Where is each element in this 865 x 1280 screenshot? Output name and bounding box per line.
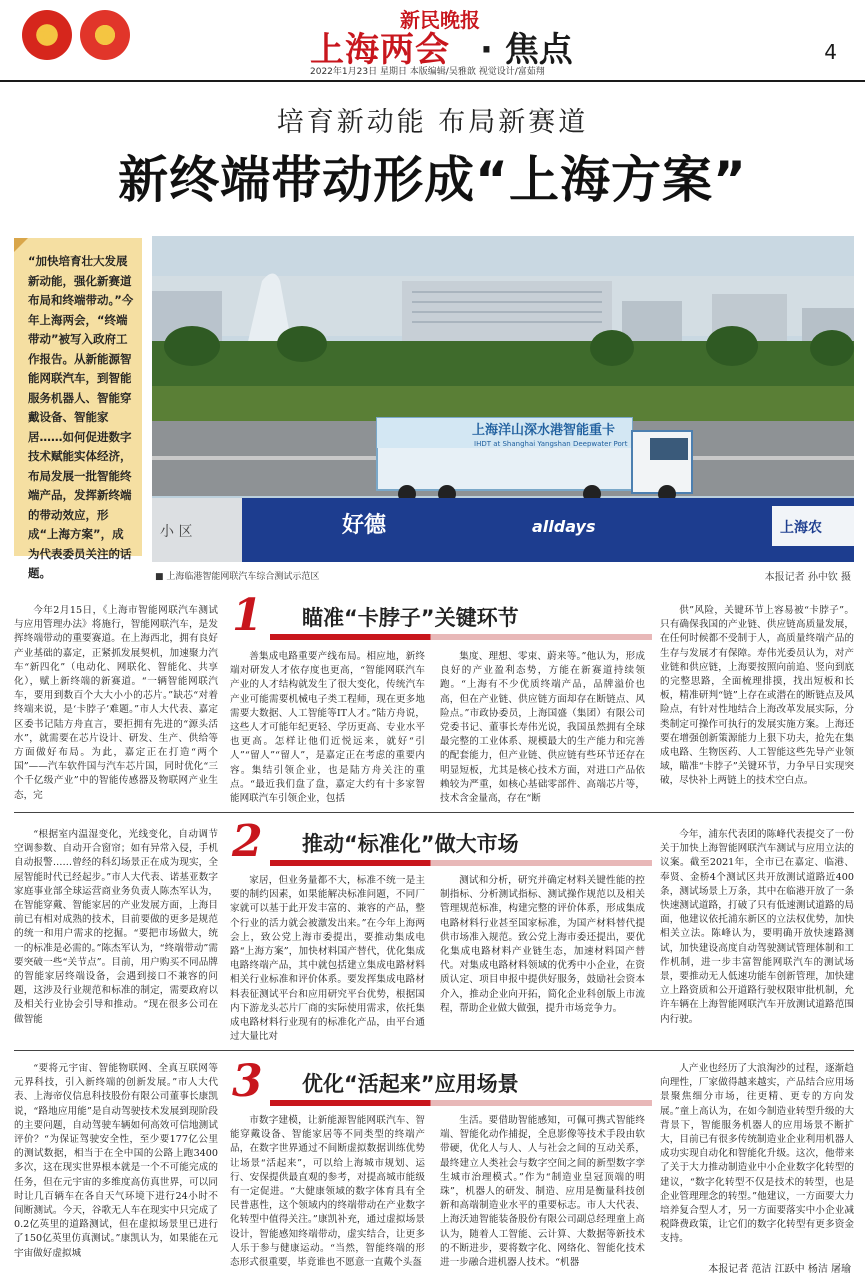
article-column: 生活。要借助智能感知，可佩可携式智能终端、智能化动作捕捉，全息影像等技术手段由软带硬，优化人与人、人与社会之间的互动关系，最终建立人类社会与数字空间之间的新型数字孪生城市治理模式。”作为“制造业皇冠顶端的明珠”，机器人的研发、制造、应用是衡量科技创新和高端制造业水平的重要标志。市人大代表、上海沃迪智能装备股份有限公司副总经理童上高认为，随着人工智能、云计算、大数据等新技术的不断进步，要将数字化、网络化、智能化技术进一步融合进机器人技术。“机器 (440, 1115, 645, 1269)
byline: 本报记者 范洁 江跃中 杨洁 屠瑜 (708, 1264, 851, 1275)
section-title: 上海两会 (310, 30, 450, 70)
section-number: 2 (232, 816, 263, 867)
national-emblem-icon: ★ (22, 10, 72, 60)
page-header (0, 0, 865, 82)
truck-text-cn: 上海洋山深水港智能重卡 (472, 423, 616, 438)
article-column: “要将元宇宙、智能物联网、全真互联网等元界科技，引入新终端的创新发展。”市人大代表、上海帝仪信息科技股份有限公司董事长康凯说，“路地应用能”是自动驾驶技术发展到现阶段的主要问题，自动驾驶车辆如何高效可信地测试评价？“为保证驾驶安全性，至少要177亿公里的测试数据，相当于在全中国的公路上跑3400多次，这在现实世界根本就是一个不可能完成的任务，但在元宇宙的多维度高仿真世界，可以同时让几百辆车在各自天气环境下进行24小时不间断测试。今天，谷歌无人车在现实中只完成了0.2亿英里的道路测试，但在虚拟场景里已进行了150亿英里仿真测试。”康凯认为，如果能在元宇宙做好虚拟城 (14, 1063, 218, 1259)
section-number: 1 (232, 590, 263, 641)
sign-left: 小 区 (160, 524, 193, 540)
kicker: 培育新动能 布局新赛道 (276, 107, 589, 138)
article-column: 今年2月15日，《上海市智能网联汽车测试与应用管理办法》将施行，智能网联汽车，是发挥终端带动的重要赛道。在上海西北，拥有良好产业基础的嘉定，正紧抓发展契机，加速聚力汽车“新四化”（电动化、网联化、智能化、共享化），赋上新终端的新赛道。“一辆智能网联汽车，要用到数百个大大小小的芯片。”缺芯“对着终端来说，是‘卡脖子’难题。”市人大代表、嘉定区委书记陆方舟直言，要拒拥有先进的“源头活水”，就需要在芯片设计、研发、生产、供给等方面做好布局。为此，嘉定正在打造“两个国”——汽车软件国与汽车芯片国，同时优化“三个千亿级产业”中的智能传感器及物联网产业生态，完 (14, 605, 218, 801)
photo-credit: 本报记者 孙中钦 摄 (764, 572, 851, 583)
section-title: 优化“活起来”应用场景 (302, 1072, 519, 1096)
header-rule (0, 80, 865, 82)
cppcc-emblem-icon: ✦ (80, 10, 130, 60)
article-column: 集度、理想、零束、蔚来等。”他认为，形成良好的产业盈利态势，方能在新赛道持续领跑。“上海有不少优质终端产品，品牌溢价也高，但在产业链、供应链方面却存在断链点、风险点。”市政协委员，上海国盛（集团）有限公司党委书记、董事长寿伟光说，我国虽然拥有全球最完整的工业体系、规模最大的生产能力和完善的配套能力，但产业链、供应链有些环节还存在明显短板，尤其是核心技术方面，对进口产品依赖较为严重，如核心基础零部件、高端芯片等，技术含金量高，存在“断 (440, 651, 645, 805)
article-column: 市数字建模，让新能源智能网联汽车、智能穿戴设备、智能家居等不同类型的终端产品，在数字世界通过不间断虚拟数据训练优势让场景“活起来”，可以给上海城市规划、运行、安保提供最直观的参考，对提高城市能级有一定促进。“大健康领域的数字体育具有全民普惠性，这个领域内的终端带动在产业数字化转型中值得关注。”康凯补充，通过虚拟场景设计，智能感知终端带动，虚实结合，让更多人乐于参与健康运动。“当然，智能终端的形态形式很重要，毕竟谁也不愿意一直戴个头盔 (230, 1115, 425, 1269)
section-1-header (230, 590, 652, 644)
masthead: 新民晚报 (400, 8, 480, 32)
article-column: “根据室内温湿变化，光线变化，自动调节空调参数、自动开合窗帘；如有异常入侵，手机自动报警……曾经的科幻场景正在成为现实，全屋智能时代已经起步。”市人大代表、诺基亚数字家庭事业部全球运营商业务负责人陈杰军认为，在智能穿戴、智能家居的产业发展方面，上海目前已有相对成熟的技术，目前要做的更多是规范的统一和用户需求的挖掘。“要把市场做大，统一的标准是必需的。”陈杰军认为，“终端带动”需要突破一些“关节点”。目前，用户购买不同品牌的智能家居终端设备，会遇到接口不兼容的问题，这涉及行业规范和标准的制定，需要政府以及相关行业协会引导和推动。“现在很多公司在做智能 (14, 829, 218, 1025)
dateline: 2022年1月23日 星期日 本版编辑/吴雅歆 视觉设计/富茹翔 (310, 67, 545, 77)
section-bar (270, 860, 652, 866)
page-number: 4 (824, 40, 837, 64)
truck-text-en: IHDT at Shanghai Yangshan Deepwater Port (474, 440, 628, 448)
news-photo (152, 236, 854, 562)
article-column: 人产业也经历了大浪淘沙的过程，逐渐趋向理性，厂家做得越来越实，产品结合应用场景聚焦细分市场，往更精、更专的方向发展。”童上高认为，在如今制造业转型升级的大背景下，智能服务机器人的应用场景不断扩大，目前已有很多传统制造业企业利用机器人成功实现自动化和智能化升级。这次，他带来了关于大力推动制造业中小企业数字化转型的建议，“数字化转型不仅是技术的转型，也是企业管理理念的转型。”他建议，一方面要大力培养复合型人才，另一方面要落实中小企业减税降费政策，让它们的数字化转型有更多资金支持。 (660, 1063, 854, 1245)
sign-mid: 好德 (342, 513, 387, 538)
section-title: 瞄准“卡脖子”关键环节 (302, 606, 519, 630)
article-column: 今年，浦东代表团的陈峰代表提交了一份关于加快上海智能网联汽车测试与应用立法的议案。截至2021年，全市已在嘉定、临港、奉贤、金桥4个测试区共开放测试道路近400条，测试场景上万条，其中在临港开放了一条快速测试道路，打破了只有低速测试道路的局面，他建议依托浦东新区的立法权优势，加快相关立法。陈峰认为，要明确开放快速路测试，加快建设高度自动驾驶测试管理体制和工作机制，进一步丰富智能网联汽车的测试场景，要推动无人低速功能车创新管理，加快建立上路资质和公开道路行驶权限审批机制，允许车辆在上海智能网联汽车开放测试道路范围内行驶。 (660, 829, 854, 1025)
section-title: 推动“标准化”做大市场 (302, 832, 519, 856)
section-bar (270, 1100, 652, 1106)
sign-right: 上海农 (780, 520, 822, 536)
section-bar (270, 634, 652, 640)
section-divider (14, 1050, 854, 1051)
section-2-header (230, 816, 652, 870)
headline: 新终端带动形成“上海方案” (118, 151, 747, 209)
section-number: 3 (232, 1056, 263, 1107)
photo-caption: ■ 上海临港智能网联汽车综合测试示范区 (155, 572, 320, 582)
article-column: 供”风险，关键环节上容易被“卡脖子”。只有确保我国的产业链、供应链高质量发展，在任何时候都不受制于人，高质量终端产品的生存与发展才有保障。寿伟光委员认为，对产业链和供应链，上海要按照向前追、竖向到底的完整思路，全面梳理排摸，找出短板和长板，精准研判“链”上存在或潜在的断链点及风险点，有针对性地结合上海改革发展实际，分类制定可操作可执行的发展实施方案。上海还要在增强创新策源能力上狠下功夫，抢先在集成电路、生物医药、人工智能这些先导产业领域，瞄准“卡脖子”关键环节，力争早日实现突破，尽快补上两链上的技术空白点。 (660, 605, 854, 787)
article-column: 家居，但业务量都不大，标准不统一是主要的制约因素，如果能解决标准问题，不同厂家就可以基于此开发丰富的、兼容的产品，整个行业的活力就会被激发出来。”在今年上海两会上，致公党上海市委提出，要推动集成电路“上海方案”，加快材料国产替代，优化集成电路终端产品，其中就包括建立集成电路材料相关行业标准和评价体系。要发挥集成电路材料表征测试平台和应用研究平台优势，根据国内下游龙头芯片厂商的实际使用需求，依托集成电路材料行业现有的标准化产品，由平台通过大量比对 (230, 875, 425, 1043)
article-column: 善集成电路重要产线布局。相应地，新终端对研发人才依存度也更高，“智能网联汽车产业的人才结构就发生了很大变化，传统汽车产业可能需要机械电子类工程师，现在更多地需要大数据、人工智能等IT人才。”陆方舟说，这些人才可能年纪更轻、学历更高、专业水平也更高。怎样让他们近悦远来，就好“引人”“留人”“留人”，是嘉定正在考虑的重要内容。集结引领企业，也是陆方舟关注的重点。“最近我们盘了盘，嘉定大约有十多家智能网联汽车引领企业，包括 (230, 651, 425, 805)
section-3-header (230, 1056, 652, 1110)
photo-illustration (152, 236, 854, 562)
section-divider (14, 812, 854, 813)
section-subtitle: · 焦点 (480, 30, 573, 70)
sign-mid2: alldays (532, 517, 596, 536)
intro-box: “加快培育壮大发展新动能，强化新赛道布局和终端带动。”今年上海两会，“终端带动”被写入政府工作报告。从新能源智能网联汽车，到智能服务机器人、智能穿戴设备、智能家居……如何促进数字技术赋能实体经济，布局发展一批智能终端产品，发挥新终端的带动效应，形成“上海方案”，成为代表委员关注的话题。 (14, 238, 142, 556)
article-column: 测试和分析，研究并确定材料关键性能的控制指标、分析测试指标、测试操作规范以及相关管理规范标准，构建完整的评价体系，形成集成电路材料行业甚至国家标准，为国产材料替代提供市场准入规范。致公党上海市委还提出，要优化集成电路材料产业链生态，加速材料国产替代。对集成电路材料领域的优秀中小企业，在资质认定、项目申报中提供好服务，鼓励社会资本介入，推动企业向开拓，简化企业科创版上市流程，帮助企业做大做强，提升市场竞争力。 (440, 875, 645, 1014)
